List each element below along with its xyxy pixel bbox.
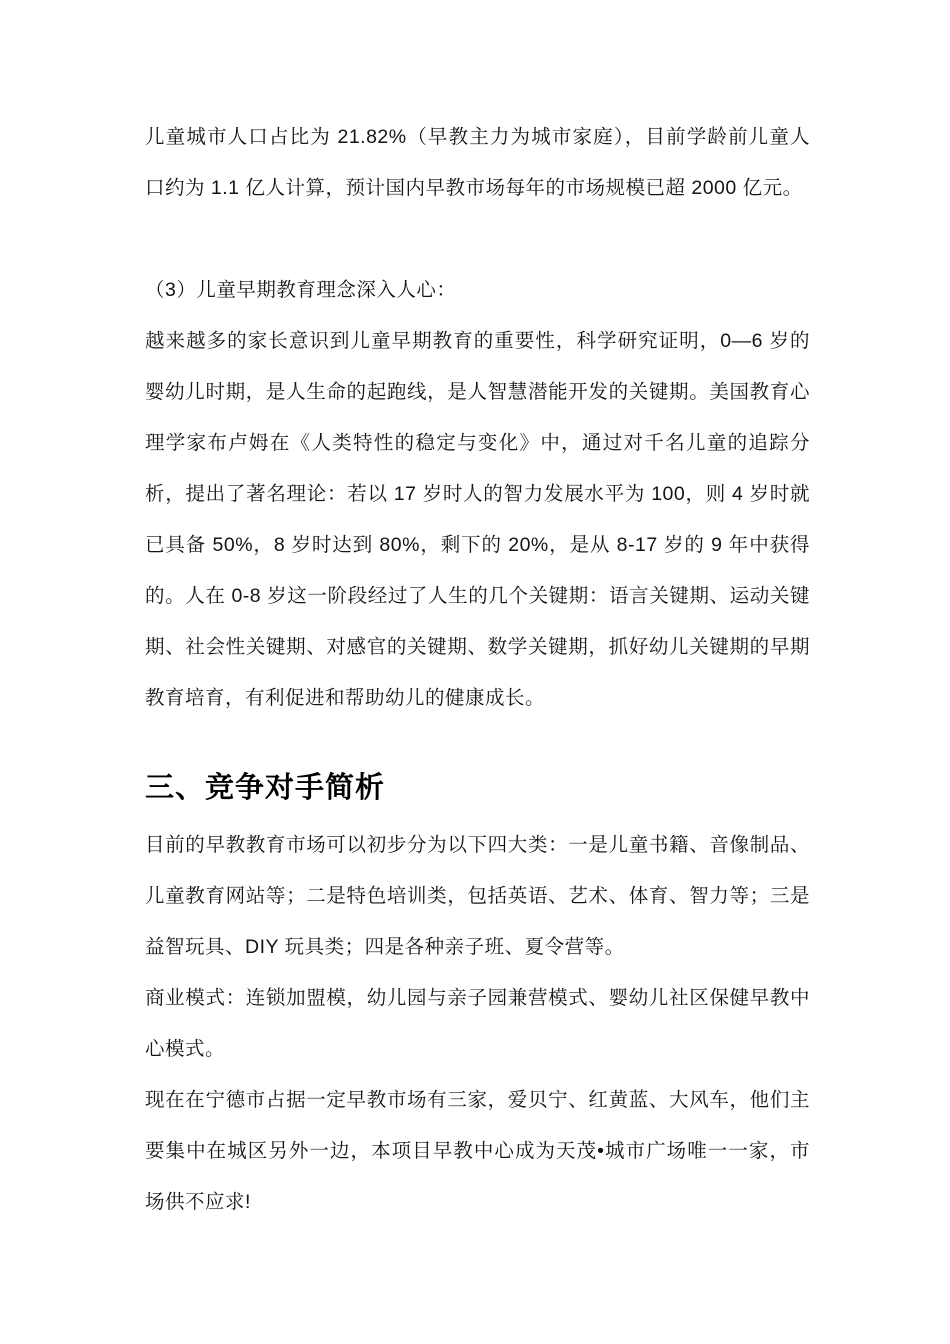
blank-line xyxy=(145,214,810,265)
paragraph-early-education-concept: 越来越多的家长意识到儿童早期教育的重要性，科学研究证明，0—6 岁的婴幼儿时期，是人生命的起跑线，是人智慧潜能开发的关键期。美国教育心理学家布卢姆在《人类特性的稳定与变化》中，通过对千名儿童的追踪分析，提出了著名理论：若以 17 岁时人的智力发展水平为 100，则 4 岁时就已具备 50%，8 岁时达到 80%，剩下的 20%，是从 8-17 岁的 9 年中获得的。人在 0-8 岁这一阶段经过了人生的几个关键期：语言关键期、运动关键期、社会性关键期、对感官的关键期、数学关键期，抓好幼儿关键期的早期教育培育，有利促进和帮助幼儿的健康成长。 xyxy=(145,330,810,709)
paragraph-business-models: 商业模式：连锁加盟模，幼儿园与亲子园兼营模式、婴幼儿社区保健早教中心模式。 xyxy=(145,987,810,1060)
paragraph-market-categories: 目前的早教教育市场可以初步分为以下四大类：一是儿童书籍、音像制品、儿童教育网站等；二是特色培训类，包括英语、艺术、体育、智力等；三是益智玩具、DIY 玩具类；四是各种亲子班、夏令营等。 xyxy=(145,834,810,958)
subheading-early-education-concept: （3）儿童早期教育理念深入人心： xyxy=(145,279,457,301)
paragraph-local-competitors: 现在在宁德市占据一定早教市场有三家，爱贝宁、红黄蓝、大风车，他们主要集中在城区另外一边，本项目早教中心成为天茂•城市广场唯一一家，市场供不应求! xyxy=(145,1089,810,1213)
section-heading-competitor-analysis: 三、竞争对手简析 xyxy=(145,772,386,804)
paragraph-market-size: 儿童城市人口占比为 21.82%（早教主力为城市家庭），目前学龄前儿童人口约为 1.1 亿人计算，预计国内早教市场每年的市场规模已超 2000 亿元。 xyxy=(145,126,810,199)
